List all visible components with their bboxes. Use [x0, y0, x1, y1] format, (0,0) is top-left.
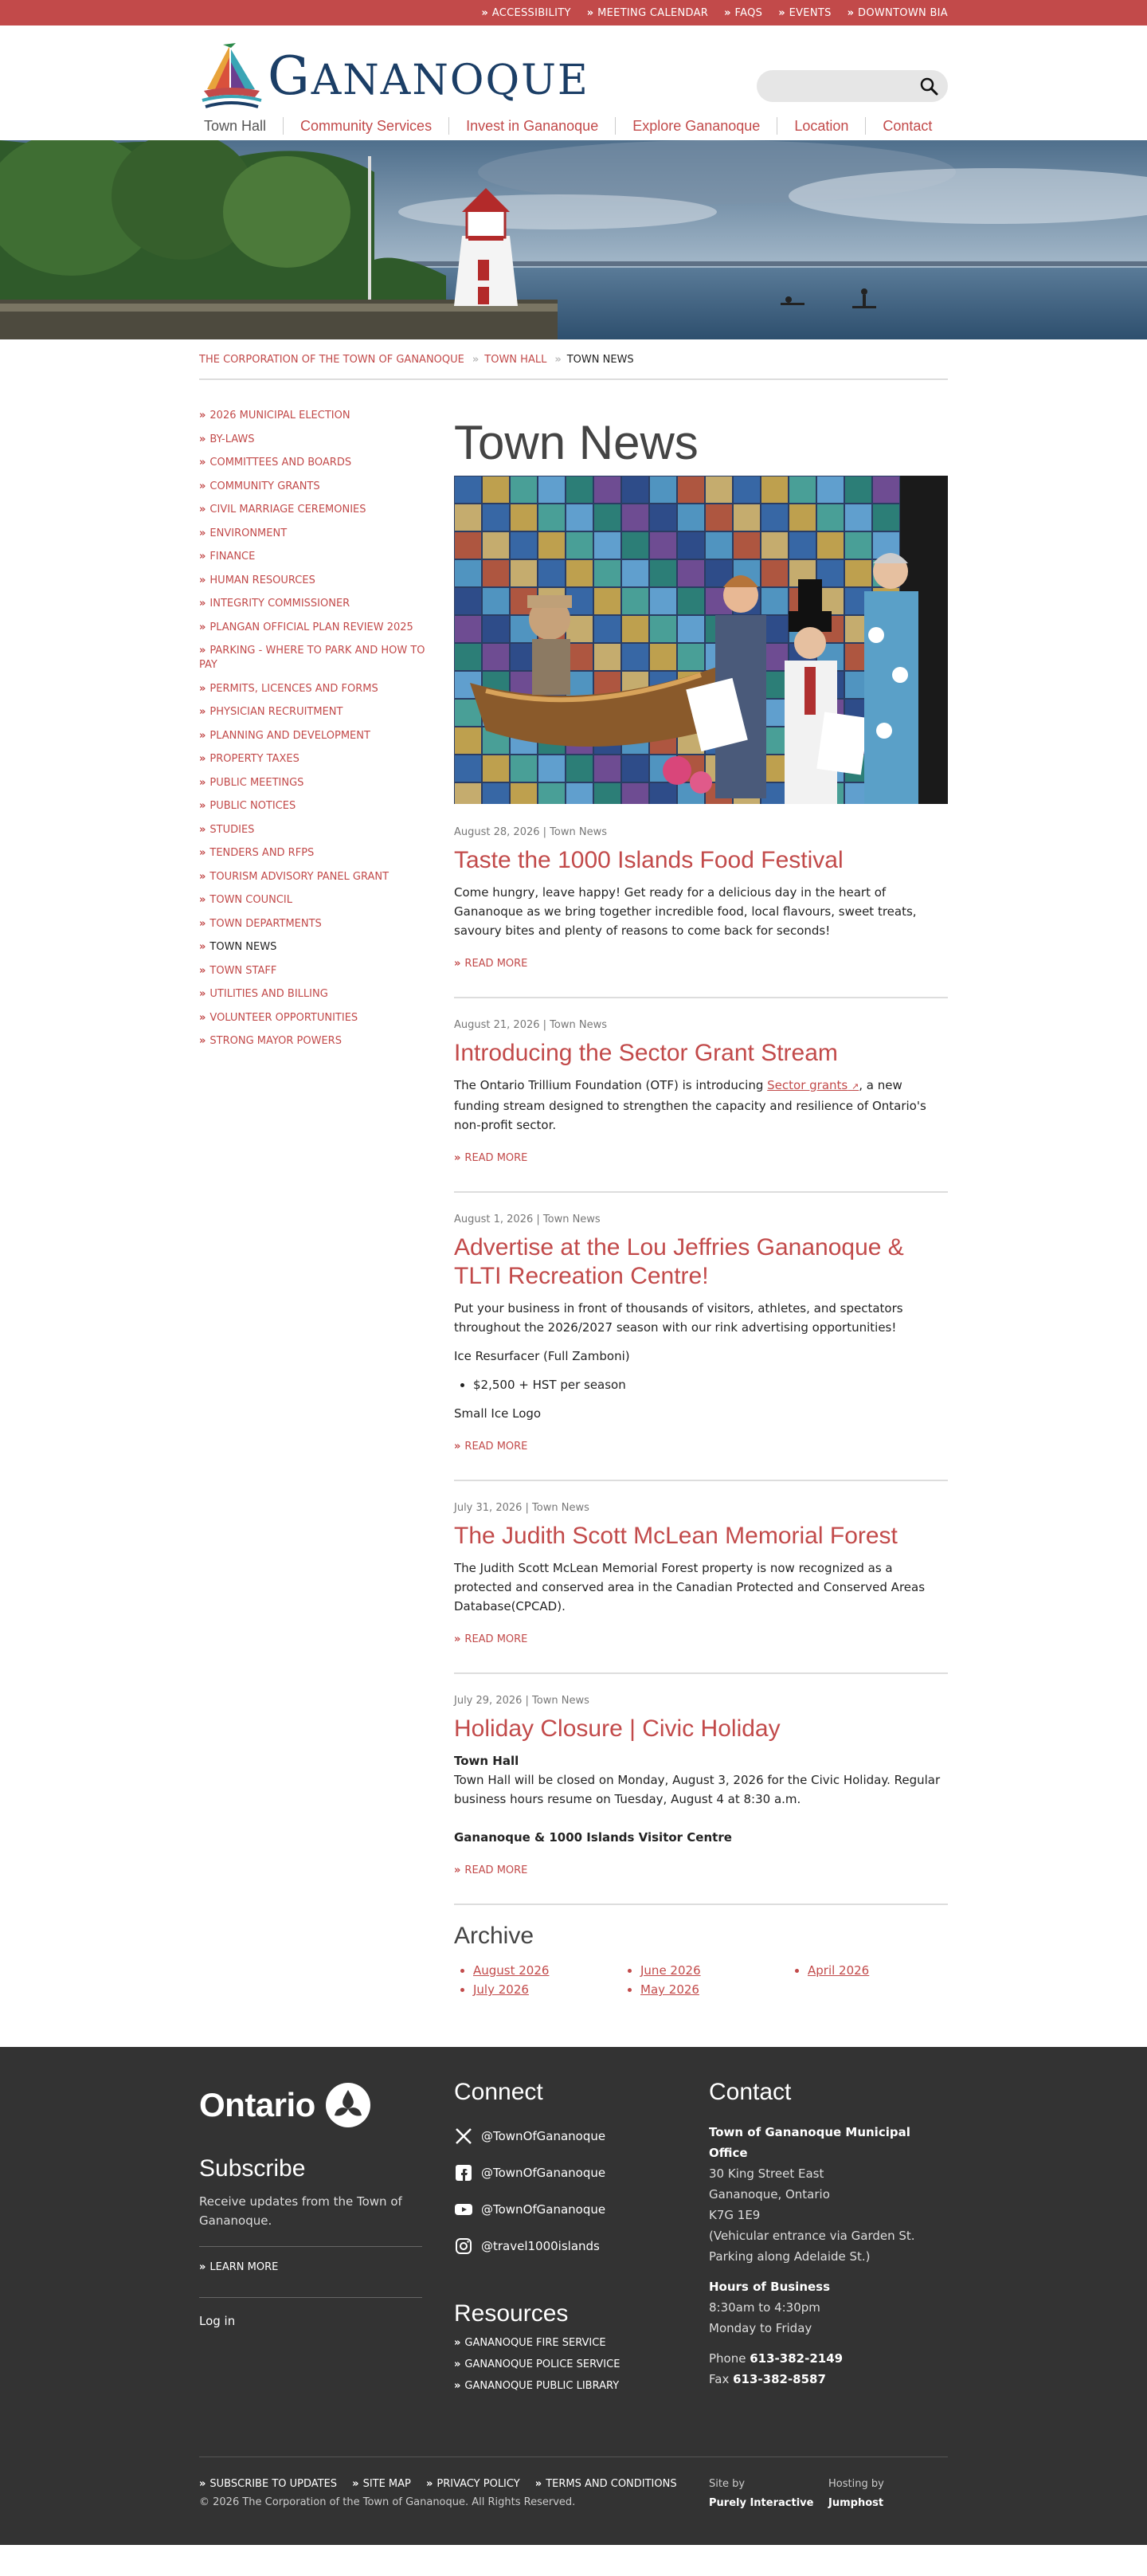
- article-title-link[interactable]: Holiday Closure | Civic Holiday: [454, 1715, 781, 1742]
- article-summary: Come hungry, leave happy! Get ready for a delicious day in the heart of Gananoque as we bring together incredible food, local flavours, sweet treats, savoury bites and plenty of reasons to come back for seconds!: [454, 885, 917, 938]
- chevron-right-icon: »: [534, 2478, 540, 2490]
- article-meta: August 1, 2026 | Town News: [454, 1214, 601, 1225]
- chevron-right-icon: »: [199, 823, 204, 836]
- copyright-text: © 2026 The Corporation of the Town of Gananoque. All Rights Reserved.: [199, 2496, 576, 2508]
- phone-fax: Phone 613-382-2149 Fax 613-382-8587: [709, 2351, 844, 2386]
- chevron-right-icon: »: [199, 964, 204, 977]
- utility-link-accessibility[interactable]: » ACCESSIBILITY: [481, 6, 571, 19]
- footer-bottom-bar: [199, 2456, 948, 2513]
- article-summary: Put your business in front of thousands of visitors, athletes, and spectators throughout the 2026/2027 season with our rink advertising opportunities! Ice Resurfacer (Full Zamboni) • $2,500 + HST per season Small Ice Logo: [454, 1299, 948, 1423]
- sidebar-item[interactable]: » TOWN DEPARTMENTS: [199, 917, 322, 930]
- archive-section: [454, 1905, 948, 2047]
- sidebar-item[interactable]: » TOWN COUNCIL: [199, 894, 292, 906]
- chevron-right-icon: »: [454, 1864, 459, 1876]
- breadcrumb-separator-icon: »: [554, 354, 559, 366]
- chevron-right-icon: »: [199, 621, 204, 633]
- sidebar-menu: [199, 409, 454, 1049]
- sidebar-item[interactable]: » COMMUNITY GRANTS: [199, 480, 320, 492]
- nav-location[interactable]: Location: [777, 117, 865, 135]
- article-meta: July 29, 2026 | Town News: [454, 1695, 589, 1707]
- chevron-right-icon: »: [199, 433, 204, 445]
- utility-link-meeting-calendar[interactable]: » MEETING CALENDAR: [586, 6, 709, 19]
- phone-link[interactable]: 613-382-2149: [750, 2351, 844, 2366]
- chevron-right-icon: »: [425, 2478, 431, 2490]
- divider: [199, 2297, 422, 2298]
- youtube-icon: [454, 2200, 473, 2219]
- read-more-link[interactable]: » READ MORE: [454, 1152, 528, 1164]
- news-article: [454, 804, 948, 998]
- article-title-link[interactable]: Taste the 1000 Islands Food Festival: [454, 847, 844, 873]
- article-title-link[interactable]: The Judith Scott McLean Memorial Forest: [454, 1523, 898, 1549]
- featured-mural-photo: [454, 476, 948, 804]
- login-link[interactable]: Log in: [199, 2314, 236, 2328]
- lighthouse-waterfront-image: [0, 140, 1147, 339]
- trillium-icon: [325, 2082, 371, 2128]
- nav-explore[interactable]: Explore Gananoque: [615, 117, 777, 135]
- breadcrumb-link-town-hall[interactable]: TOWN HALL: [484, 354, 547, 366]
- chevron-right-icon: »: [199, 706, 204, 718]
- chevron-right-icon: »: [199, 551, 204, 563]
- chevron-right-icon: »: [199, 917, 204, 930]
- news-article: [454, 1481, 948, 1674]
- hero-banner-image: [0, 140, 1147, 339]
- sidebar-item[interactable]: » VOLUNTEER OPPORTUNITIES: [199, 1011, 358, 1024]
- sailboat-logo-icon: [199, 41, 263, 110]
- chevron-right-icon: »: [199, 682, 204, 695]
- chevron-right-icon: »: [199, 870, 204, 883]
- resources-list: [454, 2337, 693, 2392]
- article-summary: The Judith Scott McLean Memorial Forest property is now recognized as a protected and conserved area in the Canadian Protected and Conserved Areas Database(CPCAD).: [454, 1561, 926, 1613]
- chevron-right-icon: »: [199, 645, 204, 657]
- article-meta: August 21, 2026 | Town News: [454, 1019, 607, 1031]
- external-link-icon: ↗: [851, 1081, 859, 1092]
- read-more-link[interactable]: » READ MORE: [454, 1441, 528, 1453]
- chevron-right-icon: »: [199, 894, 204, 906]
- subscribe-text: Receive updates from the Town of Gananoque.: [199, 2194, 402, 2228]
- footer-contact-column: [709, 2079, 948, 2390]
- chevron-right-icon: »: [454, 1633, 459, 1645]
- utility-bar: [0, 0, 1147, 25]
- chevron-right-icon: »: [454, 1152, 459, 1164]
- page-content: [199, 380, 948, 2047]
- social-link-facebook[interactable]: @TownOfGananoque: [454, 2163, 693, 2182]
- archive-item: [473, 1980, 621, 1999]
- article-meta: August 28, 2026 | Town News: [454, 826, 607, 838]
- archive-link-april-2026[interactable]: April 2026: [808, 1963, 870, 1978]
- footer-link-privacy[interactable]: » PRIVACY POLICY: [425, 2478, 520, 2490]
- sidebar-item[interactable]: » PUBLIC MEETINGS: [199, 776, 304, 789]
- chevron-right-icon: »: [724, 6, 729, 19]
- chevron-right-icon: »: [454, 958, 459, 970]
- resources-heading: Resources: [454, 2300, 569, 2327]
- social-link-instagram[interactable]: @travel1000islands: [454, 2237, 693, 2256]
- chevron-right-icon: »: [199, 480, 204, 492]
- mural-photo-image: [454, 476, 948, 804]
- chevron-right-icon: »: [199, 574, 204, 586]
- article-summary: Town Hall Town Hall will be closed on Monday, August 3, 2026 for the Civic Holiday. Regular business hours resume on Tuesday, August 4 at 8:30 a.m. Gananoque & 1000 Islands Visitor Centre: [454, 1754, 941, 1845]
- search-icon[interactable]: [919, 76, 938, 96]
- learn-more-link[interactable]: » LEARN MORE: [199, 2261, 279, 2273]
- archive-item: [640, 1961, 789, 1980]
- site-header: [199, 25, 948, 112]
- sidebar-item[interactable]: » TOWN STAFF: [199, 964, 277, 977]
- utility-link-downtown-bia[interactable]: » DOWNTOWN BIA: [847, 6, 948, 19]
- sidebar-item[interactable]: » BY-LAWS: [199, 433, 255, 445]
- site-logo[interactable]: [199, 41, 589, 110]
- main-column: [454, 409, 948, 2047]
- chevron-right-icon: »: [199, 598, 204, 610]
- footer-link-subscribe[interactable]: » SUBSCRIBE TO UPDATES: [199, 2478, 338, 2490]
- utility-link-faqs[interactable]: » FAQS: [724, 6, 763, 19]
- sector-grants-link[interactable]: Sector grants ↗: [767, 1078, 859, 1092]
- sidebar-item[interactable]: » TOWN NEWS: [199, 941, 277, 953]
- sidebar-item[interactable]: » PERMITS, LICENCES AND FORMS: [199, 682, 378, 695]
- footer-legal-links: [199, 2475, 709, 2490]
- sidebar-item[interactable]: » CIVIL MARRIAGE CEREMONIES: [199, 504, 366, 516]
- archive-link-june-2026[interactable]: June 2026: [640, 1963, 701, 1978]
- sidebar-item[interactable]: » STRONG MAYOR POWERS: [199, 1035, 342, 1047]
- resource-link-fire[interactable]: » GANANOQUE FIRE SERVICE: [454, 2337, 606, 2349]
- read-more-link[interactable]: » READ MORE: [454, 958, 528, 970]
- sidebar-item[interactable]: » PLANNING AND DEVELOPMENT: [199, 729, 370, 742]
- search-box: [757, 70, 948, 102]
- social-link-youtube[interactable]: @TownOfGananoque: [454, 2200, 693, 2219]
- breadcrumb-link-corporation[interactable]: THE CORPORATION OF THE TOWN OF GANANOQUE: [199, 354, 464, 366]
- sidebar-item[interactable]: » 2026 MUNICIPAL ELECTION: [199, 410, 350, 421]
- archive-item: [473, 1961, 621, 1980]
- search-input[interactable]: [757, 70, 908, 102]
- sidebar-item[interactable]: » TENDERS AND RFPS: [199, 847, 315, 859]
- sidebar-item[interactable]: » STUDIES: [199, 823, 255, 836]
- breadcrumb: [199, 339, 948, 380]
- article-summary: The Ontario Trillium Foundation (OTF) is introducing Sector grants ↗, a new funding stream designed to strengthen the capacity and resilience of Ontario's non-profit sector.: [454, 1078, 926, 1132]
- sidebar-item[interactable]: » PHYSICIAN RECRUITMENT: [199, 706, 343, 718]
- nav-community-services[interactable]: Community Services: [283, 117, 448, 135]
- utility-link-events[interactable]: » EVENTS: [778, 6, 832, 19]
- x-icon: [454, 2127, 473, 2146]
- chevron-right-icon: »: [199, 410, 204, 421]
- sidebar-item[interactable]: » PLANGAN OFFICIAL PLAN REVIEW 2025: [199, 621, 413, 633]
- chevron-right-icon: »: [199, 457, 204, 469]
- sidebar-item[interactable]: » FINANCE: [199, 551, 256, 563]
- chevron-right-icon: »: [454, 2358, 459, 2370]
- chevron-right-icon: »: [586, 6, 592, 19]
- chevron-right-icon: »: [454, 1441, 459, 1453]
- archive-list: [454, 1961, 948, 1999]
- sidebar-item[interactable]: » PARKING - WHERE TO PARK AND HOW TO PAY: [199, 645, 425, 671]
- chevron-right-icon: »: [199, 988, 204, 1000]
- business-hours: Hours of Business 8:30am to 4:30pm Monday to Friday: [709, 2280, 831, 2335]
- page-title: Town News: [454, 416, 699, 469]
- chevron-right-icon: »: [199, 2478, 204, 2490]
- sidebar-item[interactable]: » ENVIRONMENT: [199, 527, 288, 539]
- chevron-right-icon: »: [454, 2337, 459, 2349]
- sidebar-item[interactable]: » TOURISM ADVISORY PANEL GRANT: [199, 870, 390, 883]
- chevron-right-icon: »: [199, 800, 204, 812]
- news-article: [454, 1674, 948, 1905]
- nav-contact[interactable]: Contact: [865, 117, 937, 135]
- sidebar: [199, 409, 454, 2047]
- facebook-icon: [454, 2163, 473, 2182]
- archive-link-may-2026[interactable]: May 2026: [640, 1982, 699, 1997]
- resource-link-police[interactable]: » GANANOQUE POLICE SERVICE: [454, 2358, 620, 2370]
- footer-subscribe-column: [199, 2079, 422, 2328]
- archive-item: [640, 1980, 789, 1999]
- sidebar-item[interactable]: » COMMITTEES AND BOARDS: [199, 457, 352, 469]
- news-article: [454, 998, 948, 1193]
- news-article: [454, 1193, 948, 1481]
- contact-heading: Contact: [709, 2079, 792, 2105]
- footer-link-site-map[interactable]: » SITE MAP: [352, 2478, 411, 2490]
- sidebar-item[interactable]: » PROPERTY TAXES: [199, 753, 299, 765]
- archive-link-july-2026[interactable]: July 2026: [473, 1982, 529, 1997]
- logo-wordmark: GANANOQUE: [268, 45, 589, 107]
- office-address: Town of Gananoque Municipal Office 30 King Street East Gananoque, Ontario K7G 1E9 (Vehicular entrance via Garden St. Parking along Adelaide St.): [709, 2125, 915, 2264]
- archive-link-august-2026[interactable]: August 2026: [473, 1963, 550, 1978]
- site-footer: [0, 2047, 1147, 2545]
- chevron-right-icon: »: [199, 1011, 204, 1024]
- chevron-right-icon: »: [199, 776, 204, 789]
- sidebar-item[interactable]: » UTILITIES AND BILLING: [199, 988, 328, 1000]
- instagram-icon: [454, 2237, 473, 2256]
- chevron-right-icon: »: [454, 2380, 459, 2392]
- chevron-right-icon: »: [847, 6, 852, 19]
- divider: [199, 2246, 422, 2247]
- nav-invest[interactable]: Invest in Gananoque: [448, 117, 615, 135]
- chevron-right-icon: »: [199, 1035, 204, 1047]
- breadcrumb-current: TOWN NEWS: [566, 354, 634, 366]
- site-by-link[interactable]: Purely Interactive: [709, 2497, 814, 2509]
- article-title-link[interactable]: Advertise at the Lou Jeffries Gananoque & TLTI Recreation Centre!: [454, 1234, 904, 1289]
- list-item: • $2,500 + HST per season: [473, 1375, 948, 1394]
- subscribe-heading: Subscribe: [199, 2155, 306, 2182]
- ontario-logo[interactable]: Ontario: [199, 2079, 422, 2131]
- hosting-link[interactable]: Jumphost: [828, 2497, 884, 2509]
- chevron-right-icon: »: [199, 753, 204, 765]
- chevron-right-icon: »: [199, 504, 204, 516]
- chevron-right-icon: »: [199, 729, 204, 742]
- chevron-right-icon: »: [199, 2261, 204, 2273]
- archive-title: Archive: [454, 1923, 534, 1949]
- main-navigation: [199, 112, 948, 140]
- nav-town-hall[interactable]: Town Hall: [204, 117, 267, 134]
- sidebar-item[interactable]: » INTEGRITY COMMISSIONER: [199, 598, 350, 610]
- chevron-right-icon: »: [199, 941, 204, 953]
- resource-link-library[interactable]: » GANANOQUE PUBLIC LIBRARY: [454, 2380, 620, 2392]
- footer-link-terms[interactable]: » TERMS AND CONDITIONS: [534, 2478, 677, 2490]
- article-title-link[interactable]: Introducing the Sector Grant Stream: [454, 1040, 838, 1066]
- social-link-x[interactable]: @TownOfGananoque: [454, 2127, 693, 2146]
- article-meta: July 31, 2026 | Town News: [454, 1502, 589, 1514]
- chevron-right-icon: »: [352, 2478, 357, 2490]
- footer-connect-column: [454, 2079, 693, 2392]
- sidebar-item[interactable]: » PUBLIC NOTICES: [199, 800, 296, 812]
- chevron-right-icon: »: [481, 6, 486, 19]
- chevron-right-icon: »: [199, 527, 204, 539]
- archive-item: [808, 1961, 948, 1980]
- connect-heading: Connect: [454, 2079, 543, 2105]
- chevron-right-icon: »: [778, 6, 783, 19]
- breadcrumb-separator-icon: »: [472, 354, 477, 366]
- site-credits: Site by Purely Interactive Hosting by Jumphost: [709, 2478, 884, 2509]
- sidebar-item[interactable]: » HUMAN RESOURCES: [199, 574, 315, 586]
- chevron-right-icon: »: [199, 847, 204, 859]
- read-more-link[interactable]: » READ MORE: [454, 1864, 528, 1876]
- read-more-link[interactable]: » READ MORE: [454, 1633, 528, 1645]
